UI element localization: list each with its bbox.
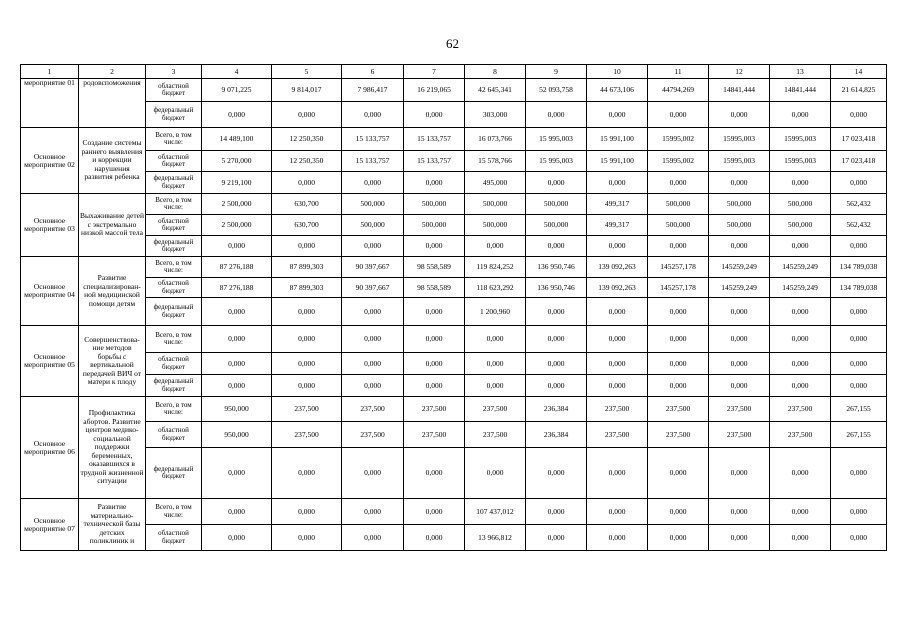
amount-cell: 0,000 xyxy=(342,102,404,128)
funding-source-cell: федеральный бюджет xyxy=(146,102,202,128)
page-number: 62 xyxy=(446,36,459,51)
table-row xyxy=(21,499,887,525)
amount-cell: 15 133,757 xyxy=(404,151,465,172)
activity-code-cell: Основное мероприятие 04 xyxy=(21,257,79,326)
amount-cell: 0,000 xyxy=(709,102,770,128)
column-header: 10 xyxy=(587,65,648,79)
amount-cell: 500,000 xyxy=(709,215,770,236)
activity-code-cell: Основное мероприятие 02 xyxy=(21,128,79,194)
amount-cell: 9 814,017 xyxy=(272,79,342,102)
amount-cell: 0,000 xyxy=(404,525,465,551)
amount-cell: 500,000 xyxy=(342,215,404,236)
column-header: 9 xyxy=(526,65,587,79)
amount-cell: 0,000 xyxy=(709,353,770,375)
amount-cell: 15 578,766 xyxy=(465,151,526,172)
column-header: 12 xyxy=(709,65,770,79)
amount-cell: 87 899,303 xyxy=(272,278,342,298)
amount-cell: 500,000 xyxy=(465,215,526,236)
amount-cell: 0,000 xyxy=(831,499,887,525)
amount-cell: 950,000 xyxy=(202,422,272,448)
table-row xyxy=(21,257,887,278)
amount-cell: 0,000 xyxy=(465,448,526,499)
amount-cell: 0,000 xyxy=(709,525,770,551)
column-header: 6 xyxy=(342,65,404,79)
amount-cell: 12 250,350 xyxy=(272,128,342,151)
amount-cell: 98 558,589 xyxy=(404,257,465,278)
funding-source-cell: федеральный бюджет xyxy=(146,172,202,194)
amount-cell: 500,000 xyxy=(770,215,831,236)
amount-cell: 13 966,812 xyxy=(465,525,526,551)
amount-cell: 0,000 xyxy=(342,525,404,551)
amount-cell: 0,000 xyxy=(587,102,648,128)
amount-cell: 237,500 xyxy=(587,397,648,422)
amount-cell: 237,500 xyxy=(272,422,342,448)
amount-cell: 500,000 xyxy=(648,215,709,236)
amount-cell: 0,000 xyxy=(272,172,342,194)
amount-cell: 145257,178 xyxy=(648,257,709,278)
amount-cell: 139 092,263 xyxy=(587,257,648,278)
amount-cell: 0,000 xyxy=(404,298,465,326)
amount-cell: 0,000 xyxy=(770,102,831,128)
activity-code-cell: Основное мероприятие 06 xyxy=(21,397,79,499)
amount-cell: 21 614,825 xyxy=(831,79,887,102)
amount-cell: 0,000 xyxy=(648,499,709,525)
funding-source-cell: областной бюджет xyxy=(146,525,202,551)
amount-cell: 15995,002 xyxy=(648,151,709,172)
amount-cell: 15 995,003 xyxy=(526,151,587,172)
amount-cell: 15995,002 xyxy=(648,128,709,151)
amount-cell: 0,000 xyxy=(831,375,887,397)
amount-cell: 0,000 xyxy=(404,499,465,525)
column-header: 13 xyxy=(770,65,831,79)
amount-cell: 0,000 xyxy=(202,525,272,551)
activity-name-cell: Развитие материально-технической базы детских поликлиник и xyxy=(79,499,146,551)
amount-cell: 0,000 xyxy=(648,525,709,551)
amount-cell: 16 219,065 xyxy=(404,79,465,102)
amount-cell: 42 645,341 xyxy=(465,79,526,102)
amount-cell: 0,000 xyxy=(342,326,404,353)
amount-cell: 237,500 xyxy=(587,422,648,448)
amount-cell: 12 250,350 xyxy=(272,151,342,172)
amount-cell: 1 200,960 xyxy=(465,298,526,326)
table-row xyxy=(21,422,887,448)
amount-cell: 0,000 xyxy=(709,236,770,257)
amount-cell: 134 789,038 xyxy=(831,257,887,278)
amount-cell: 0,000 xyxy=(709,298,770,326)
amount-cell: 499,317 xyxy=(587,215,648,236)
column-header: 14 xyxy=(831,65,887,79)
amount-cell: 15995,003 xyxy=(709,151,770,172)
amount-cell: 7 986,417 xyxy=(342,79,404,102)
amount-cell: 15995,003 xyxy=(709,128,770,151)
amount-cell: 0,000 xyxy=(770,236,831,257)
funding-source-cell: областной бюджет xyxy=(146,353,202,375)
amount-cell: 0,000 xyxy=(587,236,648,257)
amount-cell: 237,500 xyxy=(342,422,404,448)
amount-cell: 0,000 xyxy=(404,326,465,353)
amount-cell: 0,000 xyxy=(202,326,272,353)
amount-cell: 0,000 xyxy=(648,353,709,375)
amount-cell: 499,317 xyxy=(587,194,648,215)
amount-cell: 0,000 xyxy=(587,326,648,353)
funding-source-cell: федеральный бюджет xyxy=(146,375,202,397)
amount-cell: 0,000 xyxy=(404,236,465,257)
funding-source-cell: Всего, в том числе: xyxy=(146,397,202,422)
table-row xyxy=(21,102,887,128)
amount-cell: 134 789,038 xyxy=(831,278,887,298)
amount-cell: 237,500 xyxy=(404,397,465,422)
column-header: 11 xyxy=(648,65,709,79)
amount-cell: 0,000 xyxy=(465,353,526,375)
amount-cell: 44 673,106 xyxy=(587,79,648,102)
column-header: 3 xyxy=(146,65,202,79)
amount-cell: 98 558,589 xyxy=(404,278,465,298)
amount-cell: 15 991,100 xyxy=(587,128,648,151)
table-row xyxy=(21,326,887,353)
amount-cell: 0,000 xyxy=(587,353,648,375)
funding-source-cell: областной бюджет xyxy=(146,79,202,102)
amount-cell: 118 623,292 xyxy=(465,278,526,298)
amount-cell: 0,000 xyxy=(342,448,404,499)
amount-cell: 0,000 xyxy=(770,172,831,194)
amount-cell: 237,500 xyxy=(709,397,770,422)
amount-cell: 630,700 xyxy=(272,194,342,215)
amount-cell: 237,500 xyxy=(648,397,709,422)
amount-cell: 267,155 xyxy=(831,397,887,422)
funding-source-cell: Всего, в том числе: xyxy=(146,326,202,353)
funding-source-cell: Всего, в том числе: xyxy=(146,257,202,278)
activity-name-cell: Создание системы раннего выявления и коррекции нарушения развития ребенка xyxy=(79,128,146,194)
table-row xyxy=(21,278,887,298)
amount-cell: 0,000 xyxy=(272,499,342,525)
amount-cell: 0,000 xyxy=(272,236,342,257)
amount-cell: 0,000 xyxy=(526,448,587,499)
amount-cell: 2 500,000 xyxy=(202,194,272,215)
budget-table xyxy=(20,64,887,551)
amount-cell: 15 133,757 xyxy=(404,128,465,151)
table-row xyxy=(21,236,887,257)
amount-cell: 0,000 xyxy=(770,525,831,551)
amount-cell: 0,000 xyxy=(526,236,587,257)
amount-cell: 0,000 xyxy=(587,172,648,194)
amount-cell: 0,000 xyxy=(770,499,831,525)
amount-cell: 139 092,263 xyxy=(587,278,648,298)
activity-code-cell: Основное мероприятие 03 xyxy=(21,194,79,257)
amount-cell: 52 093,758 xyxy=(526,79,587,102)
table-body xyxy=(21,65,887,551)
amount-cell: 0,000 xyxy=(404,448,465,499)
amount-cell: 237,500 xyxy=(342,397,404,422)
amount-cell: 0,000 xyxy=(404,102,465,128)
amount-cell: 0,000 xyxy=(770,448,831,499)
column-header: 8 xyxy=(465,65,526,79)
amount-cell: 0,000 xyxy=(526,525,587,551)
amount-cell: 0,000 xyxy=(404,172,465,194)
funding-source-cell: федеральный бюджет xyxy=(146,298,202,326)
amount-cell: 0,000 xyxy=(709,326,770,353)
amount-cell: 87 899,303 xyxy=(272,257,342,278)
amount-cell: 0,000 xyxy=(526,375,587,397)
amount-cell: 0,000 xyxy=(831,525,887,551)
column-header: 2 xyxy=(79,65,146,79)
amount-cell: 500,000 xyxy=(526,194,587,215)
amount-cell: 14 489,100 xyxy=(202,128,272,151)
amount-cell: 0,000 xyxy=(465,236,526,257)
amount-cell: 0,000 xyxy=(526,326,587,353)
amount-cell: 5 270,000 xyxy=(202,151,272,172)
amount-cell: 500,000 xyxy=(404,194,465,215)
amount-cell: 0,000 xyxy=(526,499,587,525)
amount-cell: 0,000 xyxy=(526,102,587,128)
activity-name-cell: Развитие специализирован-ной медицинской помощи детям xyxy=(79,257,146,326)
amount-cell: 15995,003 xyxy=(770,151,831,172)
amount-cell: 0,000 xyxy=(770,298,831,326)
amount-cell: 0,000 xyxy=(831,353,887,375)
amount-cell: 236,384 xyxy=(526,422,587,448)
amount-cell: 267,155 xyxy=(831,422,887,448)
amount-cell: 500,000 xyxy=(648,194,709,215)
amount-cell: 0,000 xyxy=(272,525,342,551)
amount-cell: 2 500,000 xyxy=(202,215,272,236)
activity-name-cell: Профилактика абортов. Развитие центров медико-социальной поддержки беременных, оказавшихся в трудной жизненной ситуации xyxy=(79,397,146,499)
table-row xyxy=(21,375,887,397)
amount-cell: 0,000 xyxy=(272,375,342,397)
amount-cell: 0,000 xyxy=(342,499,404,525)
amount-cell: 0,000 xyxy=(526,298,587,326)
amount-cell: 15 133,757 xyxy=(342,151,404,172)
column-header: 1 xyxy=(21,65,79,79)
amount-cell: 0,000 xyxy=(831,172,887,194)
amount-cell: 0,000 xyxy=(342,236,404,257)
amount-cell: 562,432 xyxy=(831,194,887,215)
amount-cell: 0,000 xyxy=(202,353,272,375)
amount-cell: 0,000 xyxy=(648,236,709,257)
amount-cell: 0,000 xyxy=(587,448,648,499)
amount-cell: 0,000 xyxy=(831,326,887,353)
amount-cell: 0,000 xyxy=(342,353,404,375)
amount-cell: 15 133,757 xyxy=(342,128,404,151)
amount-cell: 500,000 xyxy=(526,215,587,236)
amount-cell: 0,000 xyxy=(272,102,342,128)
amount-cell: 950,000 xyxy=(202,397,272,422)
amount-cell: 145259,249 xyxy=(770,278,831,298)
amount-cell: 0,000 xyxy=(709,448,770,499)
amount-cell: 0,000 xyxy=(272,298,342,326)
funding-source-cell: Всего, в том числе: xyxy=(146,194,202,215)
amount-cell: 17 023,418 xyxy=(831,128,887,151)
amount-cell: 0,000 xyxy=(202,102,272,128)
amount-cell: 0,000 xyxy=(272,326,342,353)
amount-cell: 562,432 xyxy=(831,215,887,236)
amount-cell: 14841,444 xyxy=(770,79,831,102)
amount-cell: 0,000 xyxy=(202,448,272,499)
amount-cell: 90 397,667 xyxy=(342,278,404,298)
amount-cell: 0,000 xyxy=(709,375,770,397)
amount-cell: 0,000 xyxy=(587,298,648,326)
amount-cell: 0,000 xyxy=(709,499,770,525)
amount-cell: 15995,003 xyxy=(770,128,831,151)
amount-cell: 500,000 xyxy=(404,215,465,236)
amount-cell: 0,000 xyxy=(272,448,342,499)
table-row xyxy=(21,128,887,151)
amount-cell: 0,000 xyxy=(831,102,887,128)
funding-source-cell: Всего, в том числе: xyxy=(146,499,202,525)
amount-cell: 0,000 xyxy=(648,102,709,128)
amount-cell: 0,000 xyxy=(648,448,709,499)
activity-code-cell: Основное мероприятие 05 xyxy=(21,326,79,397)
table-row xyxy=(21,172,887,194)
amount-cell: 0,000 xyxy=(202,499,272,525)
amount-cell: 0,000 xyxy=(770,326,831,353)
amount-cell: 16 073,766 xyxy=(465,128,526,151)
amount-cell: 236,384 xyxy=(526,397,587,422)
amount-cell: 0,000 xyxy=(648,375,709,397)
amount-cell: 0,000 xyxy=(526,353,587,375)
amount-cell: 0,000 xyxy=(587,525,648,551)
amount-cell: 0,000 xyxy=(202,298,272,326)
activity-name-cell: родовспоможения xyxy=(79,79,146,128)
funding-source-cell: Всего, в том числе: xyxy=(146,128,202,151)
amount-cell: 145259,249 xyxy=(709,257,770,278)
amount-cell: 17 023,418 xyxy=(831,151,887,172)
amount-cell: 630,700 xyxy=(272,215,342,236)
amount-cell: 500,000 xyxy=(709,194,770,215)
amount-cell: 145259,249 xyxy=(709,278,770,298)
table-row xyxy=(21,194,887,215)
amount-cell: 0,000 xyxy=(202,236,272,257)
amount-cell: 0,000 xyxy=(404,353,465,375)
amount-cell: 119 824,252 xyxy=(465,257,526,278)
amount-cell: 0,000 xyxy=(342,172,404,194)
amount-cell: 87 276,188 xyxy=(202,278,272,298)
amount-cell: 0,000 xyxy=(342,298,404,326)
amount-cell: 0,000 xyxy=(770,353,831,375)
table-row xyxy=(21,525,887,551)
table-row xyxy=(21,353,887,375)
funding-source-cell: областной бюджет xyxy=(146,151,202,172)
amount-cell: 0,000 xyxy=(342,375,404,397)
amount-cell: 107 437,012 xyxy=(465,499,526,525)
amount-cell: 0,000 xyxy=(465,326,526,353)
amount-cell: 500,000 xyxy=(342,194,404,215)
amount-cell: 237,500 xyxy=(709,422,770,448)
column-header: 4 xyxy=(202,65,272,79)
table-row xyxy=(21,448,887,499)
table-row xyxy=(21,397,887,422)
amount-cell: 87 276,188 xyxy=(202,257,272,278)
amount-cell: 0,000 xyxy=(831,236,887,257)
amount-cell: 0,000 xyxy=(831,448,887,499)
amount-cell: 0,000 xyxy=(272,353,342,375)
amount-cell: 0,000 xyxy=(465,375,526,397)
table-row xyxy=(21,79,887,102)
amount-cell: 14841,444 xyxy=(709,79,770,102)
amount-cell: 495,000 xyxy=(465,172,526,194)
amount-cell: 0,000 xyxy=(202,375,272,397)
amount-cell: 0,000 xyxy=(770,375,831,397)
amount-cell: 0,000 xyxy=(648,326,709,353)
funding-source-cell: федеральный бюджет xyxy=(146,236,202,257)
amount-cell: 136 950,746 xyxy=(526,257,587,278)
funding-source-cell: областной бюджет xyxy=(146,278,202,298)
table-row xyxy=(21,215,887,236)
amount-cell: 0,000 xyxy=(831,298,887,326)
amount-cell: 0,000 xyxy=(648,298,709,326)
funding-source-cell: областной бюджет xyxy=(146,422,202,448)
amount-cell: 44794,269 xyxy=(648,79,709,102)
amount-cell: 90 397,667 xyxy=(342,257,404,278)
funding-source-cell: федеральный бюджет xyxy=(146,448,202,499)
column-header: 7 xyxy=(404,65,465,79)
amount-cell: 237,500 xyxy=(465,397,526,422)
activity-name-cell: Выхаживание детей с экстремально низкой массой тела xyxy=(79,194,146,257)
amount-cell: 0,000 xyxy=(526,172,587,194)
amount-cell: 0,000 xyxy=(648,172,709,194)
amount-cell: 0,000 xyxy=(587,499,648,525)
amount-cell: 15 991,100 xyxy=(587,151,648,172)
amount-cell: 237,500 xyxy=(272,397,342,422)
table-row xyxy=(21,298,887,326)
amount-cell: 0,000 xyxy=(404,375,465,397)
amount-cell: 237,500 xyxy=(404,422,465,448)
funding-source-cell: областной бюджет xyxy=(146,215,202,236)
amount-cell: 237,500 xyxy=(465,422,526,448)
amount-cell: 0,000 xyxy=(709,172,770,194)
amount-cell: 145259,249 xyxy=(770,257,831,278)
amount-cell: 0,000 xyxy=(587,375,648,397)
activity-code-cell: Основное мероприятие 07 xyxy=(21,499,79,551)
amount-cell: 15 995,003 xyxy=(526,128,587,151)
amount-cell: 145257,178 xyxy=(648,278,709,298)
amount-cell: 500,000 xyxy=(465,194,526,215)
amount-cell: 237,500 xyxy=(770,397,831,422)
column-header: 5 xyxy=(272,65,342,79)
activity-name-cell: Совершенствова-ние методов борьбы с вертикальной передачей ВИЧ от матери к плоду xyxy=(79,326,146,397)
amount-cell: 237,500 xyxy=(770,422,831,448)
activity-code-cell: мероприятие 01 xyxy=(21,79,79,128)
amount-cell: 237,500 xyxy=(648,422,709,448)
amount-cell: 136 950,746 xyxy=(526,278,587,298)
header-row xyxy=(21,65,887,79)
amount-cell: 9 071,225 xyxy=(202,79,272,102)
table-row xyxy=(21,151,887,172)
amount-cell: 9 219,100 xyxy=(202,172,272,194)
amount-cell: 303,000 xyxy=(465,102,526,128)
amount-cell: 500,000 xyxy=(770,194,831,215)
